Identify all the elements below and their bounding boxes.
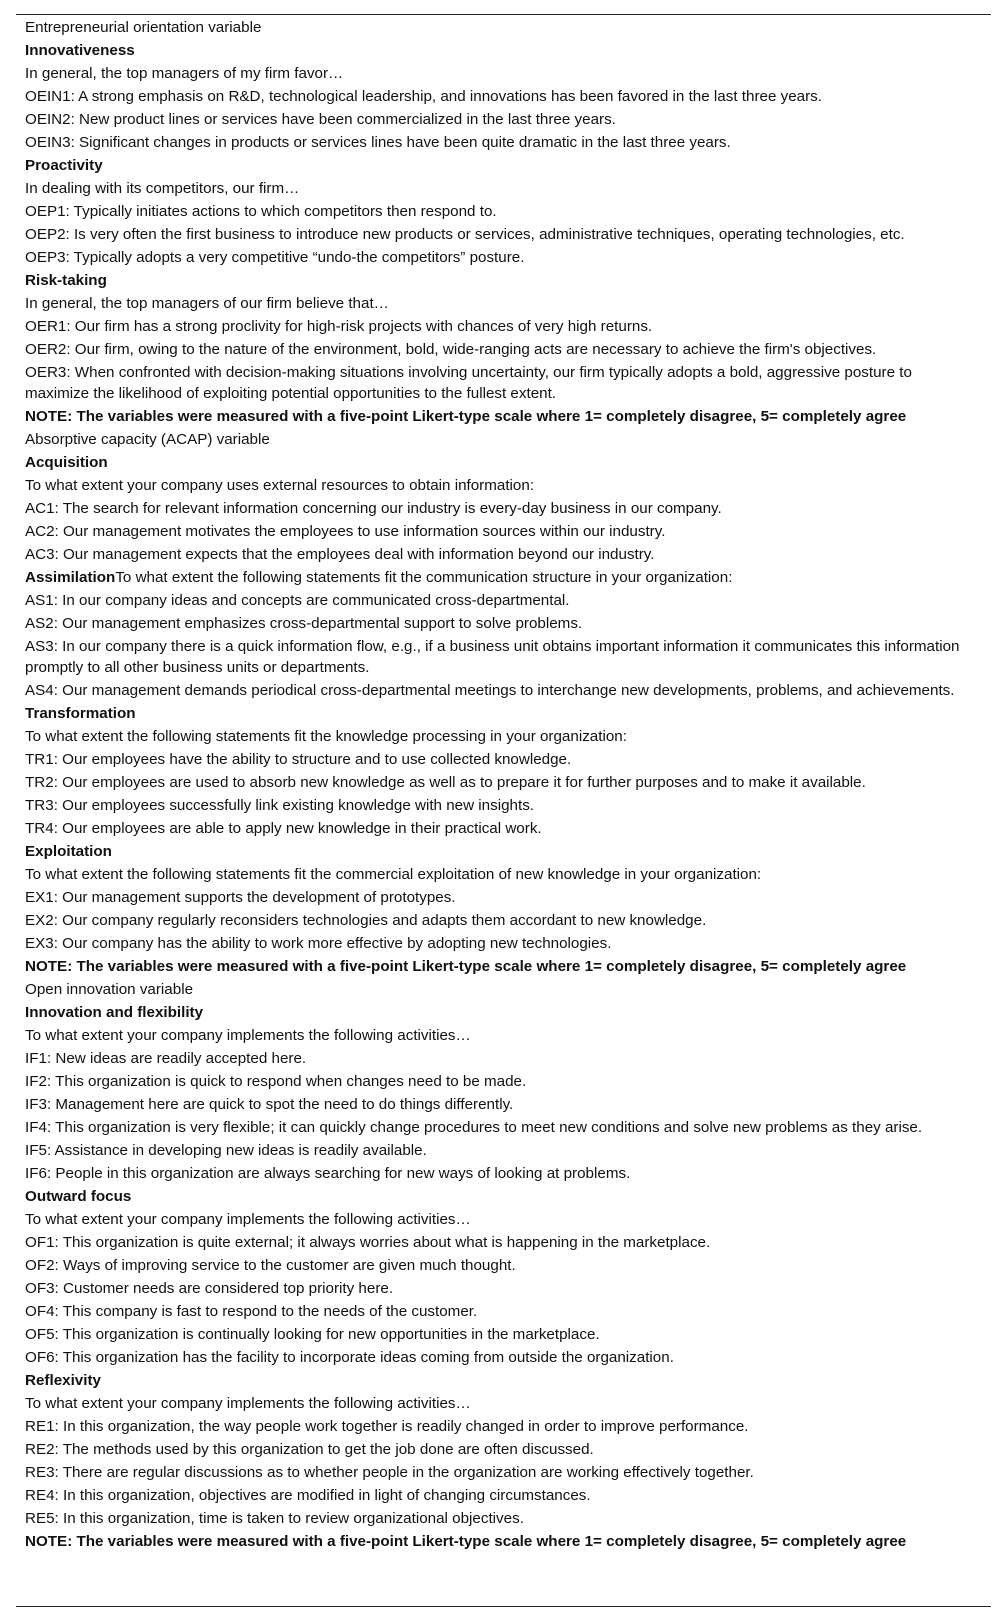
dimension-prompt: In general, the top managers of my firm favor… xyxy=(25,65,344,82)
dimension-heading: Transformation xyxy=(25,705,136,722)
dimension-prompt: To what extent your company implements the following activities… xyxy=(25,1027,471,1044)
variable-title: Absorptive capacity (ACAP) variable xyxy=(25,431,270,448)
item-as2: AS2: Our management emphasizes cross-departmental support to solve problems. xyxy=(25,615,583,632)
dimension-heading: Proactivity xyxy=(25,157,103,174)
item-if3: IF3: Management here are quick to spot the need to do things differently. xyxy=(25,1096,514,1113)
item-oein2: OEIN2: New product lines or services have been commercialized in the last three years. xyxy=(25,111,616,128)
item-re5: RE5: In this organization, time is taken to review organizational objectives. xyxy=(25,1510,524,1527)
item-if6: IF6: People in this organization are always searching for new ways of looking at problems. xyxy=(25,1165,631,1182)
item-oep1: OEP1: Typically initiates actions to which competitors then respond to. xyxy=(25,203,497,220)
item-ex2: EX2: Our company regularly reconsiders technologies and adapts them accordant to new knowledge. xyxy=(25,912,707,929)
item-ex3: EX3: Our company has the ability to work more effective by adopting new technologies. xyxy=(25,935,612,952)
variable-title: Open innovation variable xyxy=(25,981,194,998)
dimension-prompt: To what extent the following statements fit the knowledge processing in your organization: xyxy=(25,728,627,745)
assimilation-heading-row xyxy=(25,566,980,589)
item-ac2: AC2: Our management motivates the employees to use information sources within our industry. xyxy=(25,523,666,540)
item-if2: IF2: This organization is quick to respond when changes need to be made. xyxy=(25,1073,527,1090)
item-of4: OF4: This company is fast to respond to the needs of the customer. xyxy=(25,1303,478,1320)
dimension-heading: Assimilation xyxy=(25,569,116,586)
item-of5: OF5: This organization is continually looking for new opportunities in the marketplace. xyxy=(25,1326,600,1343)
item-tr1: TR1: Our employees have the ability to structure and to use collected knowledge. xyxy=(25,751,572,768)
dimension-prompt: In dealing with its competitors, our firm… xyxy=(25,180,300,197)
item-oein3: OEIN3: Significant changes in products or services lines have been quite dramatic in the last three years. xyxy=(25,134,731,151)
item-re3: RE3: There are regular discussions as to whether people in the organization are working effectively together. xyxy=(25,1464,754,1481)
item-re2: RE2: The methods used by this organization to get the job done are often discussed. xyxy=(25,1441,594,1458)
dimension-heading: Innovation and flexibility xyxy=(25,1004,204,1021)
item-as1: AS1: In our company ideas and concepts are communicated cross-departmental. xyxy=(25,592,570,609)
dimension-prompt: To what extent the following statements fit the communication structure in your organization: xyxy=(115,569,733,586)
dimension-prompt: In general, the top managers of our firm believe that… xyxy=(25,295,389,312)
top-rule xyxy=(16,14,991,15)
item-as4: AS4: Our management demands periodical cross-departmental meetings to interchange new developments, problems, and achievements. xyxy=(25,682,955,699)
dimension-prompt: To what extent your company implements the following activities… xyxy=(25,1395,471,1412)
item-ex1: EX1: Our management supports the development of prototypes. xyxy=(25,889,456,906)
item-of3: OF3: Customer needs are considered top priority here. xyxy=(25,1280,394,1297)
bottom-rule xyxy=(16,1606,991,1607)
questionnaire-table xyxy=(25,16,980,1553)
item-if5: IF5: Assistance in developing new ideas is readily available. xyxy=(25,1142,427,1159)
item-ac3: AC3: Our management expects that the employees deal with information beyond our industry. xyxy=(25,546,655,563)
item-re1: RE1: In this organization, the way people work together is readily changed in order to improve performance. xyxy=(25,1418,749,1435)
scale-note: NOTE: The variables were measured with a five-point Likert-type scale where 1= completely disagree, 5= completely agree xyxy=(25,408,907,425)
item-oep2: OEP2: Is very often the first business to introduce new products or services, administrative techniques, operating technologies, etc. xyxy=(25,226,905,243)
dimension-prompt: To what extent the following statements fit the commercial exploitation of new knowledge in your organization: xyxy=(25,866,762,883)
item-oein1: OEIN1: A strong emphasis on R&D, technological leadership, and innovations has been favored in the last three years. xyxy=(25,88,822,105)
item-tr4: TR4: Our employees are able to apply new knowledge in their practical work. xyxy=(25,820,542,837)
item-of6: OF6: This organization has the facility to incorporate ideas coming from outside the organization. xyxy=(25,1349,674,1366)
item-oer2: OER2: Our firm, owing to the nature of the environment, bold, wide-ranging acts are necessary to achieve the firm's objectives. xyxy=(25,341,877,358)
scale-note: NOTE: The variables were measured with a five-point Likert-type scale where 1= completely disagree, 5= completely agree xyxy=(25,1533,907,1550)
dimension-heading: Outward focus xyxy=(25,1188,132,1205)
dimension-heading: Innovativeness xyxy=(25,42,135,59)
dimension-heading: Exploitation xyxy=(25,843,112,860)
item-oer1: OER1: Our firm has a strong proclivity for high-risk projects with chances of very high returns. xyxy=(25,318,653,335)
dimension-heading: Reflexivity xyxy=(25,1372,101,1389)
scale-note: NOTE: The variables were measured with a five-point Likert-type scale where 1= completely disagree, 5= completely agree xyxy=(25,958,907,975)
dimension-prompt: To what extent your company implements the following activities… xyxy=(25,1211,471,1228)
item-of2: OF2: Ways of improving service to the customer are given much thought. xyxy=(25,1257,516,1274)
dimension-heading: Risk-taking xyxy=(25,272,107,289)
item-as3: AS3: In our company there is a quick information flow, e.g., if a business unit obtains important information it communicates this information promptly to all other business units or departments. xyxy=(25,638,960,676)
dimension-heading: Acquisition xyxy=(25,454,108,471)
item-oer3: OER3: When confronted with decision-making situations involving uncertainty, our firm typically adopts a bold, aggressive posture to maximize the likelihood of exploiting potential opportunities to the fullest extent. xyxy=(25,364,912,402)
item-oep3: OEP3: Typically adopts a very competitive “undo-the competitors” posture. xyxy=(25,249,525,266)
item-tr2: TR2: Our employees are used to absorb new knowledge as well as to prepare it for further purposes and to make it available. xyxy=(25,774,866,791)
variable-title: Entrepreneurial orientation variable xyxy=(25,19,262,36)
item-of1: OF1: This organization is quite external; it always worries about what is happening in the marketplace. xyxy=(25,1234,711,1251)
item-ac1: AC1: The search for relevant information concerning our industry is every-day business in our company. xyxy=(25,500,722,517)
item-if1: IF1: New ideas are readily accepted here. xyxy=(25,1050,307,1067)
item-re4: RE4: In this organization, objectives are modified in light of changing circumstances. xyxy=(25,1487,591,1504)
dimension-prompt: To what extent your company uses external resources to obtain information: xyxy=(25,477,535,494)
item-tr3: TR3: Our employees successfully link existing knowledge with new insights. xyxy=(25,797,535,814)
item-if4: IF4: This organization is very flexible; it can quickly change procedures to meet new conditions and solve new problems as they arise. xyxy=(25,1119,923,1136)
